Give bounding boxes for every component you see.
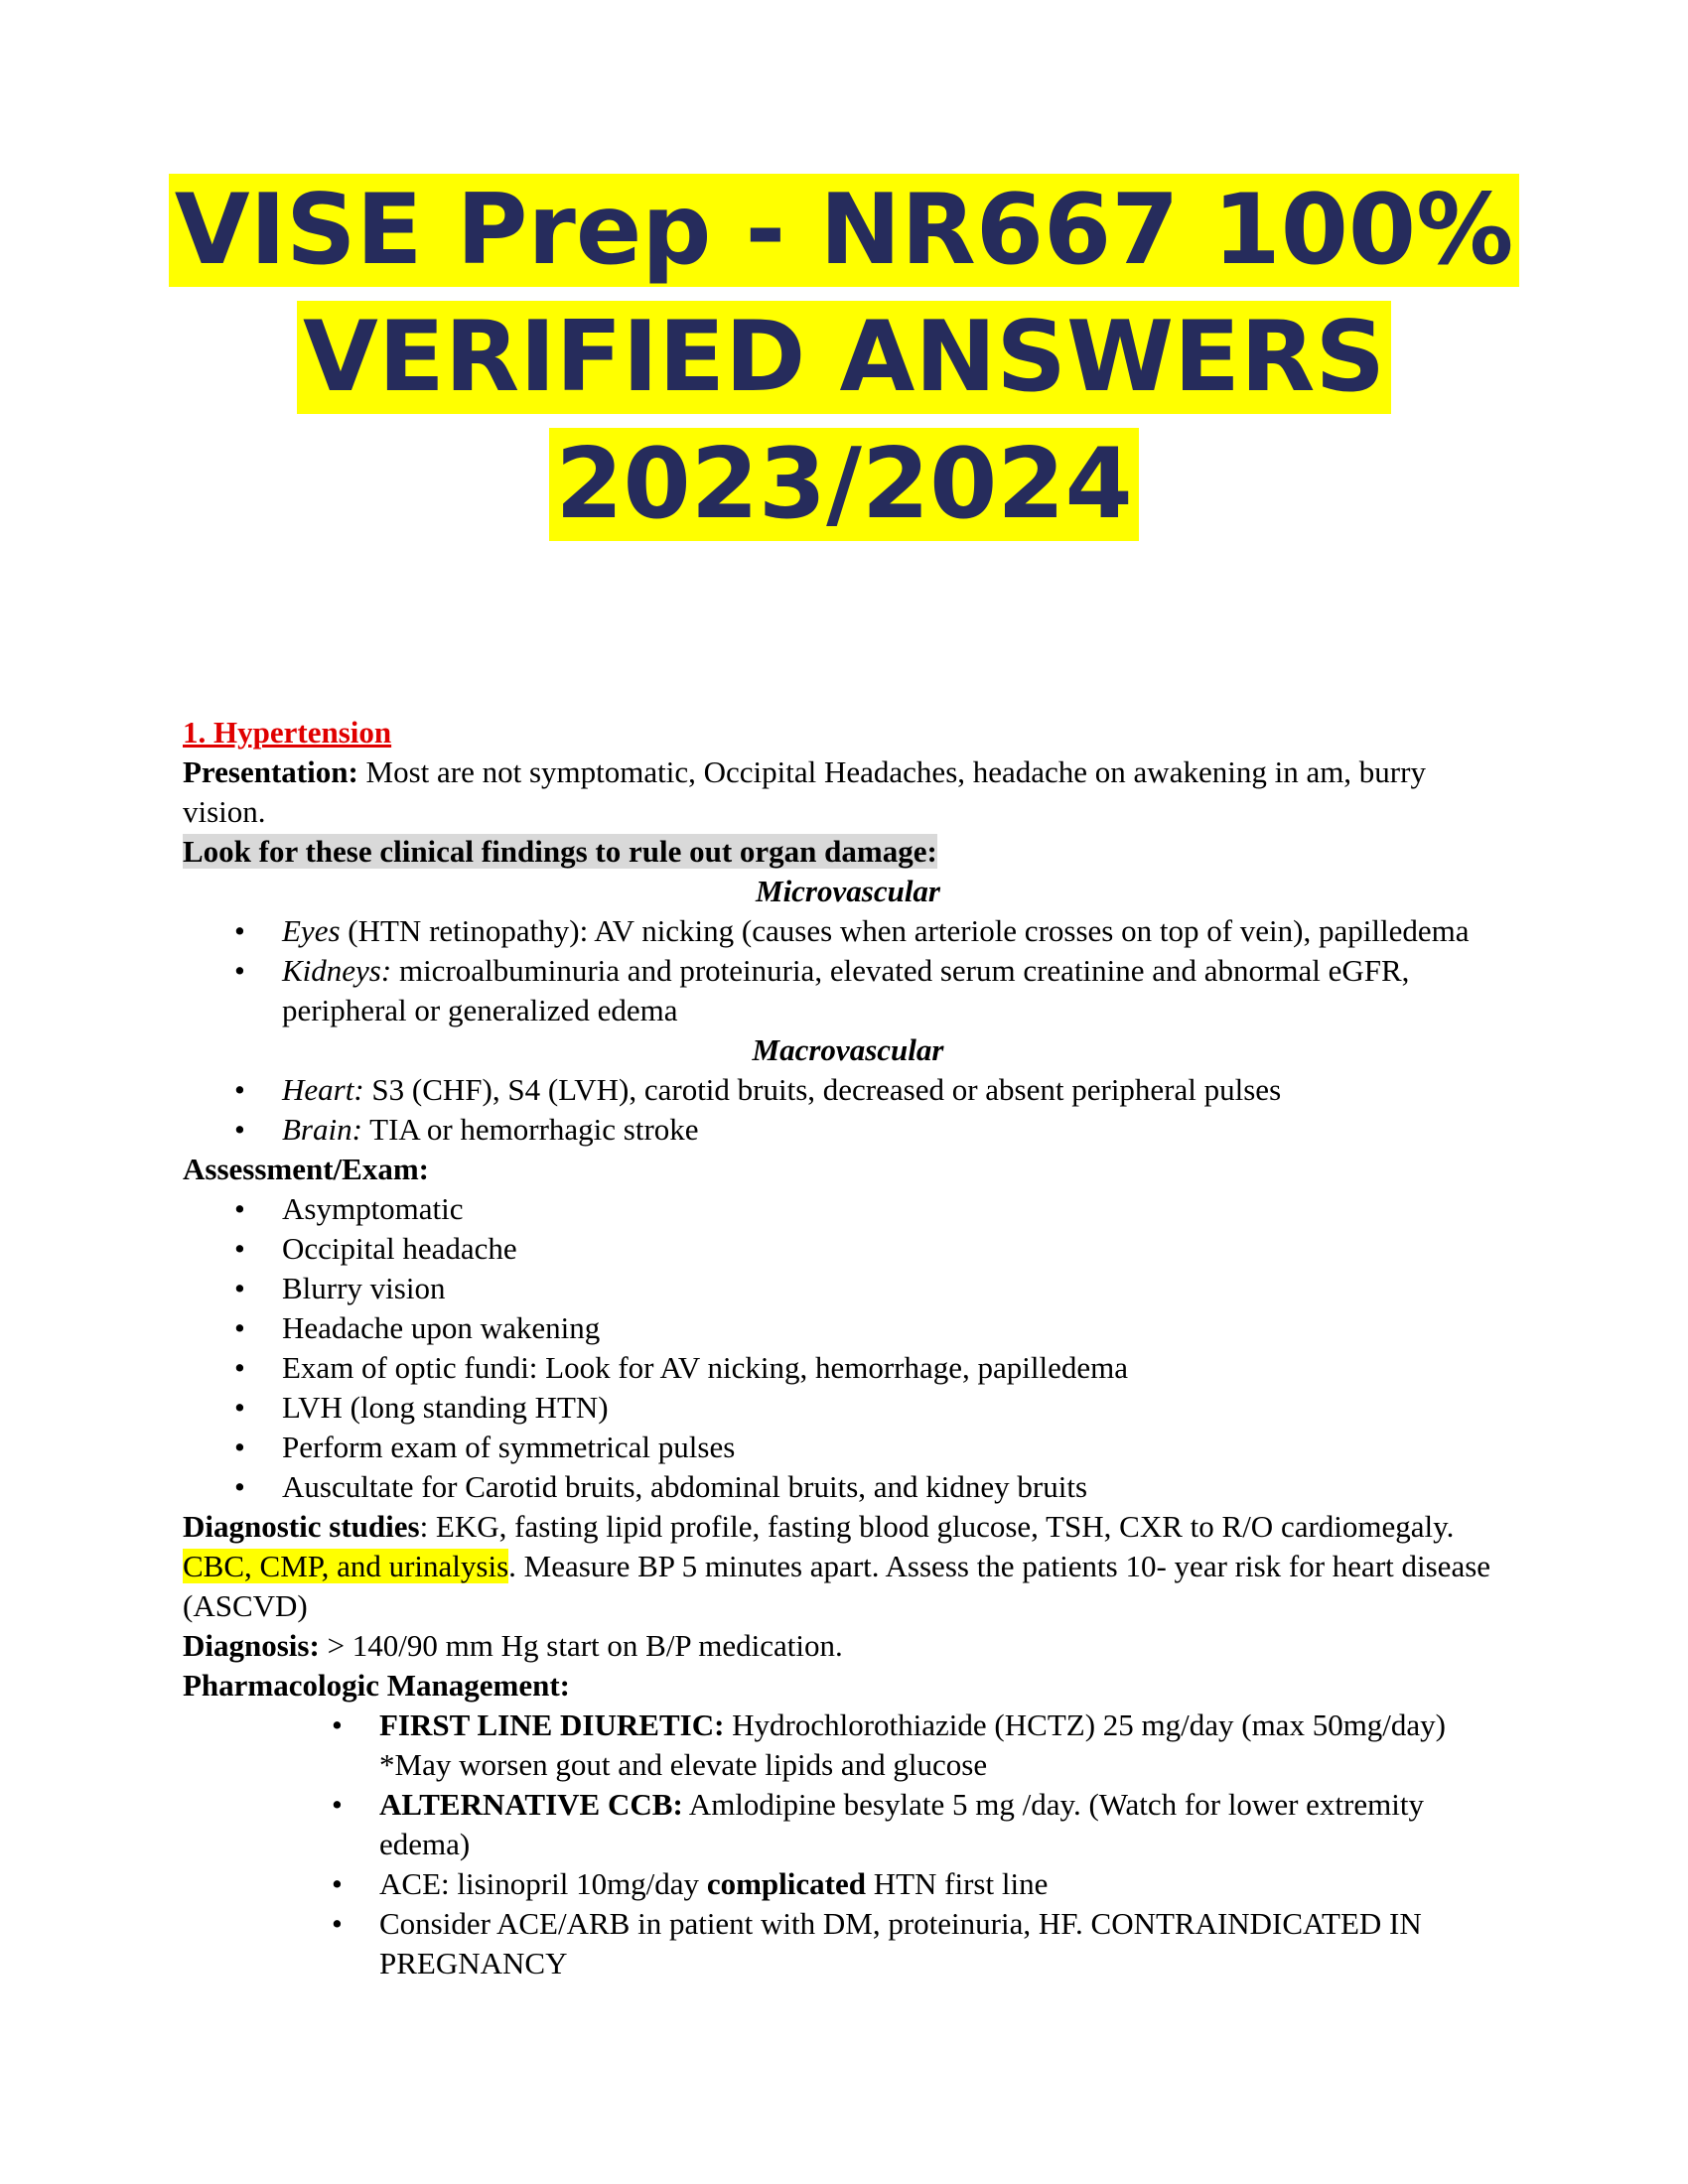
- document-body: [183, 713, 1513, 1983]
- diagnostic-highlight: CBC, CMP, and urinalysis: [183, 1549, 509, 1583]
- list-item: • Occipital headache: [183, 1229, 1513, 1269]
- pharm-label: Pharmacologic Management:: [183, 1668, 570, 1703]
- list-item: • Headache upon wakening: [183, 1308, 1513, 1348]
- alternative-text: Amlodipine besylate 5 mg /day. (Watch for lower extremity edema): [379, 1787, 1424, 1861]
- ace-text-2: HTN first line: [865, 1866, 1049, 1901]
- pharm-list: [183, 1706, 1513, 1983]
- list-item-term: Kidneys:: [282, 953, 392, 988]
- title-line-1: VISE Prep - NR667 100%: [169, 174, 1520, 287]
- diagnosis-paragraph: [183, 1626, 1513, 1666]
- ace-bold: complicated: [706, 1866, 866, 1901]
- presentation-label: Presentation:: [183, 754, 358, 789]
- list-item-text: (HTN retinopathy): AV nicking (causes when arteriole crosses on top of vein), papilledema: [340, 913, 1470, 948]
- macrovascular-subheading: Macrovascular: [752, 1032, 944, 1067]
- list-item-term: Brain:: [282, 1112, 362, 1147]
- diagnostic-label: Diagnostic studies: [183, 1509, 420, 1544]
- microvascular-subheading: Microvascular: [756, 874, 940, 908]
- lookfor-heading: Look for these clinical findings to rule out organ damage:: [183, 834, 937, 869]
- ace-text-1: ACE: lisinopril 10mg/day: [379, 1866, 707, 1901]
- diagnostic-text-2: . Measure BP 5 minutes apart. Assess the patients 10- year risk for heart disease (ASCVD): [183, 1549, 1491, 1623]
- list-item: [183, 1785, 1513, 1864]
- list-item: • Exam of optic fundi: Look for AV nicking, hemorrhage, papilledema: [183, 1348, 1513, 1388]
- list-item-term: Eyes: [282, 913, 341, 948]
- diagnostic-text-1: : EKG, fasting lipid profile, fasting blood glucose, TSH, CXR to R/O cardiomegaly.: [419, 1509, 1455, 1544]
- diagnosis-label: Diagnosis:: [183, 1628, 320, 1663]
- document-title: [0, 167, 1688, 548]
- microvascular-list: [183, 911, 1513, 1030]
- lookfor-line: [183, 832, 1513, 872]
- list-item: • Auscultate for Carotid bruits, abdominal bruits, and kidney bruits: [183, 1467, 1513, 1507]
- list-item: [183, 951, 1513, 1030]
- presentation-paragraph: [183, 752, 1513, 832]
- list-item-text: S3 (CHF), S4 (LVH), carotid bruits, decreased or absent peripheral pulses: [363, 1072, 1282, 1107]
- list-item-term: Heart:: [282, 1072, 364, 1107]
- assessment-list: [183, 1189, 1513, 1507]
- assessment-label: Assessment/Exam:: [183, 1152, 429, 1186]
- list-item-text: microalbuminuria and proteinuria, elevated serum creatinine and abnormal eGFR, peripheral or generalized edema: [282, 953, 1410, 1027]
- first-line-label: FIRST LINE DIURETIC:: [379, 1707, 725, 1742]
- list-item: • Perform exam of symmetrical pulses: [183, 1428, 1513, 1467]
- list-item: • LVH (long standing HTN): [183, 1388, 1513, 1428]
- list-item: • Asymptomatic: [183, 1189, 1513, 1229]
- list-item: [183, 1070, 1513, 1110]
- title-line-3: 2023/2024: [549, 428, 1138, 541]
- list-item: [183, 1864, 1513, 1904]
- list-item: [183, 1706, 1513, 1785]
- list-item: [183, 911, 1513, 951]
- section-heading: 1. Hypertension: [183, 715, 392, 750]
- first-line-text: Hydrochlorothiazide (HCTZ) 25 mg/day (max 50mg/day) *May worsen gout and elevate lipids and glucose: [379, 1707, 1446, 1782]
- presentation-text: Most are not symptomatic, Occipital Headaches, headache on awakening in am, burry vision.: [183, 754, 1426, 829]
- list-item-text: TIA or hemorrhagic stroke: [361, 1112, 699, 1147]
- title-line-2: VERIFIED ANSWERS: [297, 301, 1391, 414]
- alternative-label: ALTERNATIVE CCB:: [379, 1787, 683, 1822]
- diagnosis-text: > 140/90 mm Hg start on B/P medication.: [319, 1628, 843, 1663]
- list-item: • Blurry vision: [183, 1269, 1513, 1308]
- list-item: • Consider ACE/ARB in patient with DM, proteinuria, HF. CONTRAINDICATED IN PREGNANCY: [183, 1904, 1513, 1983]
- diagnostic-paragraph: [183, 1507, 1513, 1626]
- macrovascular-list: [183, 1070, 1513, 1150]
- list-item: [183, 1110, 1513, 1150]
